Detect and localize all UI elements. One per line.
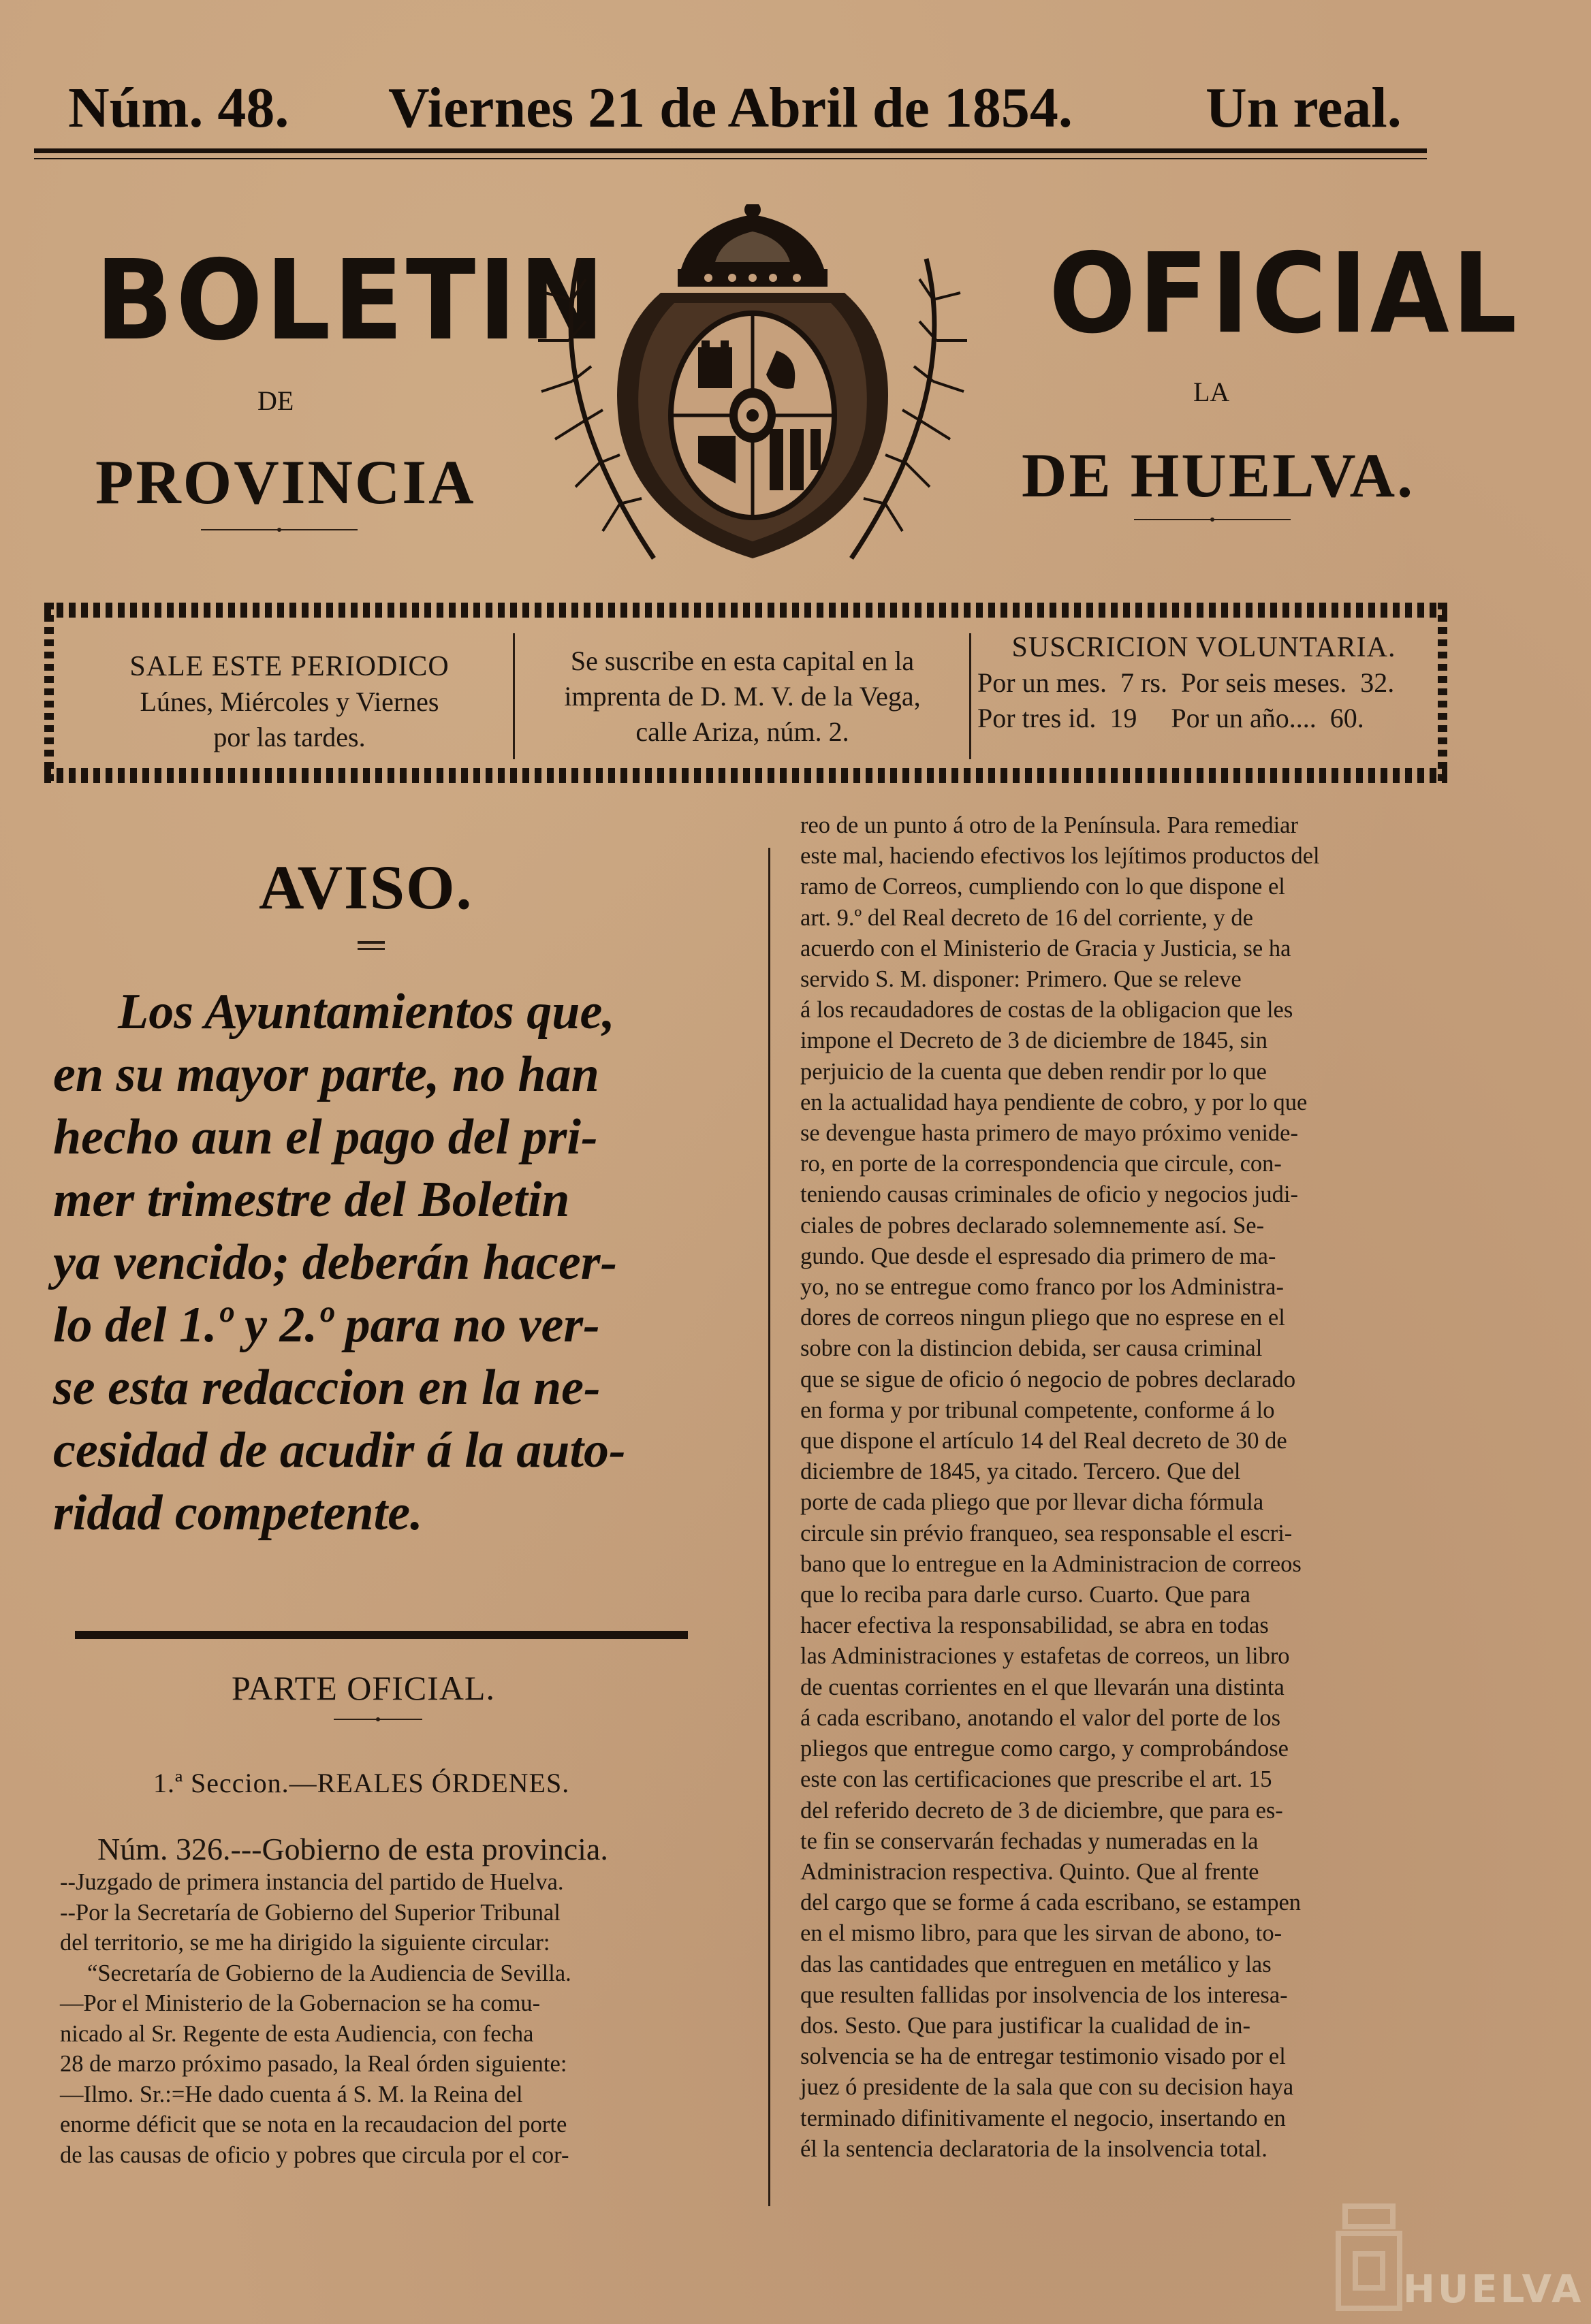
text-line: pliegos que entregue como cargo, y comprobándose (800, 1736, 1289, 1762)
text-line: que lo reciba para darle curso. Cuarto. Que para (800, 1582, 1250, 1608)
band-line: Por un mes. 7 rs. Por seis meses. 32. (977, 667, 1395, 698)
text-line: del referido decreto de 3 de diciembre, que para es- (800, 1797, 1283, 1824)
parte-oficial-heading: PARTE OFICIAL. (232, 1669, 495, 1707)
text-line: --Por la Secretaría de Gobierno del Superior Tribunal (60, 1899, 561, 1926)
text-line: sobre con la distincion debida, ser causa criminal (800, 1335, 1263, 1362)
text-line: —Ilmo. Sr.:=He dado cuenta á S. M. la Reina del (60, 2081, 523, 2107)
title-boletin: BOLETIN (95, 237, 608, 365)
band-line: SALE ESTE PERIODICO (129, 651, 450, 682)
text-line: servido S. M. disponer: Primero. Que se releve (800, 966, 1242, 993)
aviso-line: lo del 1.º y 2.º para no ver- (53, 1297, 600, 1353)
aviso-line: en su mayor parte, no han (53, 1047, 599, 1102)
text-line: terminado difinitivamente el negocio, insertando en (800, 2105, 1286, 2131)
text-line: —Por el Ministerio de la Gobernacion se ha comu- (60, 1990, 541, 2016)
text-line: ciales de pobres declarado solemnemente así. Se- (800, 1212, 1265, 1239)
text-line: este mal, haciendo efectivos los lejítimos productos del (800, 843, 1320, 870)
band-line: Por tres id. 19 Por un año.... 60. (977, 703, 1364, 733)
text-line: yo, no se entregue como franco por los Administra- (800, 1274, 1284, 1301)
aviso-line: Los Ayuntamientos que, (118, 984, 615, 1040)
text-line: 28 de marzo próximo pasado, la Real órden siguiente: (60, 2051, 567, 2077)
text-line: este con las certificaciones que prescribe el art. 15 (800, 1766, 1272, 1793)
masthead-rule-thin (34, 158, 1427, 159)
text-line: que resulten fallidas por insolvencia de los interesa- (800, 1981, 1288, 2008)
band-border (44, 603, 54, 783)
circular-number: Núm. 326.---Gobierno de esta provincia. (97, 1832, 608, 1866)
text-line: en forma y por tribunal competente, conforme á lo (800, 1397, 1275, 1423)
section-rule (75, 1631, 688, 1639)
aviso-divider (358, 948, 385, 950)
band-border (44, 603, 1447, 618)
text-line: á cada escribano, anotando el valor del porte de los (800, 1704, 1281, 1731)
text-line: “Secretaría de Gobierno de la Audiencia de Sevilla. (87, 1960, 571, 1986)
aviso-line: ya vencido; deberán hacer- (53, 1235, 618, 1290)
aviso-heading: AVISO. (259, 853, 473, 922)
text-line: de las causas de oficio y pobres que circula por el cor- (60, 2142, 569, 2168)
aviso-divider (358, 941, 385, 944)
text-line: Administracion respectiva. Quinto. Que al frente (800, 1858, 1259, 1885)
text-line: porte de cada pliego que por llevar dicha fórmula (800, 1489, 1264, 1516)
seccion-heading: 1.ª Seccion.—REALES ÓRDENES. (153, 1768, 570, 1798)
text-line: te fin se conservarán fechadas y numeradas en la (800, 1828, 1259, 1854)
band-line: SUSCRICION VOLUNTARIA. (1011, 632, 1396, 663)
column-rule (768, 848, 770, 2206)
subscription-band (44, 603, 1447, 783)
aviso-body (53, 981, 693, 1544)
subscription-prices (977, 630, 1430, 736)
text-line: nicado al Sr. Regente de esta Audiencia, con fecha (60, 2020, 534, 2047)
left-column-text (60, 1832, 700, 2170)
aviso-line: cesidad de acudir á la auto- (53, 1422, 626, 1478)
text-line: reo de un punto á otro de la Península. Para remediar (800, 812, 1298, 838)
text-line: las Administraciones y estafetas de correos, un libro (800, 1643, 1290, 1670)
text-line: dos. Sesto. Que para justificar la cualidad de in- (800, 2012, 1251, 2039)
watermark-text: HUELVA (1403, 2267, 1584, 2312)
aviso-line: mer trimestre del Boletin (53, 1172, 570, 1228)
band-line: Lúnes, Miércoles y Viernes (140, 686, 439, 717)
text-line: impone el Decreto de 3 de diciembre de 1845, sin (800, 1028, 1267, 1054)
band-divider (513, 633, 515, 759)
text-line: á los recaudadores de costas de la obligacion que les (800, 997, 1293, 1023)
issue-date: Viernes 21 de Abril de 1854. (388, 76, 1073, 140)
band-line: Se suscribe en esta capital en la (570, 646, 915, 676)
subscription-location (521, 643, 964, 750)
text-line: del cargo que se forme á cada escribano, se estampen (800, 1890, 1302, 1916)
text-line: das las cantidades que entreguen en metálico y las (800, 1951, 1272, 1977)
text-line: dores de correos ningun pliego que no esprese en el (800, 1305, 1285, 1331)
text-line: ro, en porte de la correspondencia que circule, con- (800, 1151, 1282, 1177)
text-line: solvencia se ha de entregar testimonio visado por el (800, 2043, 1286, 2070)
text-line: gundo. Que desde el espresado dia primero de ma- (800, 1243, 1276, 1269)
text-line: teniendo causas criminales de oficio y negocios judi- (800, 1181, 1298, 1208)
text-line: circule sin prévio franqueo, sea responsable el escri- (800, 1520, 1293, 1546)
band-line: calle Ariza, núm. 2. (635, 716, 849, 747)
title-la: LA (1193, 377, 1230, 407)
masthead (68, 75, 1417, 143)
text-line: juez ó presidente de la sala que con su decision haya (800, 2074, 1294, 2101)
band-line: por las tardes. (213, 722, 366, 752)
text-line: hacer efectiva la responsabilidad, se abra en todas (800, 1612, 1269, 1639)
text-line: él la sentencia declaratoria de la insolvencia total. (800, 2135, 1267, 2162)
band-border (1438, 603, 1447, 783)
issue-number: Núm. 48. (68, 76, 289, 140)
title-oficial: OFICIAL (1049, 230, 1520, 358)
title-de: DE (257, 385, 294, 416)
text-line: ramo de Correos, cumpliendo con lo que dispone el (800, 874, 1285, 900)
text-line: bano que lo entregue en la Administracion de correos (800, 1550, 1302, 1577)
royal-coat-of-arms-icon (518, 204, 988, 572)
text-line: en la actualidad haya pendiente de cobro, y por lo que (800, 1089, 1308, 1115)
text-line: que dispone el artículo 14 del Real decreto de 30 de (800, 1428, 1287, 1454)
aviso-line: se esta redaccion en la ne- (53, 1360, 601, 1416)
text-line: del territorio, se me ha dirigido la siguiente circular: (60, 1930, 550, 1956)
text-line: en el mismo libro, para que les sirvan de abono, to- (800, 1920, 1282, 1947)
text-line: enorme déficit que se nota en la recaudacion del porte (60, 2112, 567, 2137)
title-de-huelva: DE HUELVA. (1022, 441, 1415, 510)
band-border (44, 768, 1447, 783)
title-ornament-left (201, 528, 358, 532)
text-line: de cuentas corrientes en el que llevarán una distinta (800, 1674, 1285, 1700)
text-line: acuerdo con el Ministerio de Gracia y Justicia, se ha (800, 935, 1291, 961)
parte-ornament (334, 1717, 422, 1721)
title-provincia: PROVINCIA (95, 447, 476, 517)
issue-price: Un real. (1206, 76, 1402, 140)
text-line: perjuicio de la cuenta que deben rendir por lo que (800, 1058, 1267, 1085)
aviso-line: hecho aun el pago del pri- (53, 1109, 598, 1165)
band-divider (969, 633, 971, 759)
text-line: diciembre de 1845, ya citado. Tercero. Que del (800, 1459, 1241, 1485)
band-line: imprenta de D. M. V. de la Vega, (564, 681, 921, 712)
right-column-text (800, 810, 1461, 2165)
text-line: se devengue hasta primero de mayo próximo venide- (800, 1120, 1298, 1147)
title-ornament-right (1134, 518, 1291, 522)
masthead-rule (34, 148, 1427, 153)
text-line: art. 9.º del Real decreto de 16 del corriente, y de (800, 904, 1253, 931)
publication-schedule (72, 649, 507, 755)
text-line: --Juzgado de primera instancia del partido de Huelva. (60, 1869, 564, 1895)
text-line: que se sigue de oficio ó negocio de pobres declarado (800, 1366, 1296, 1392)
aviso-line: ridad competente. (53, 1485, 423, 1541)
